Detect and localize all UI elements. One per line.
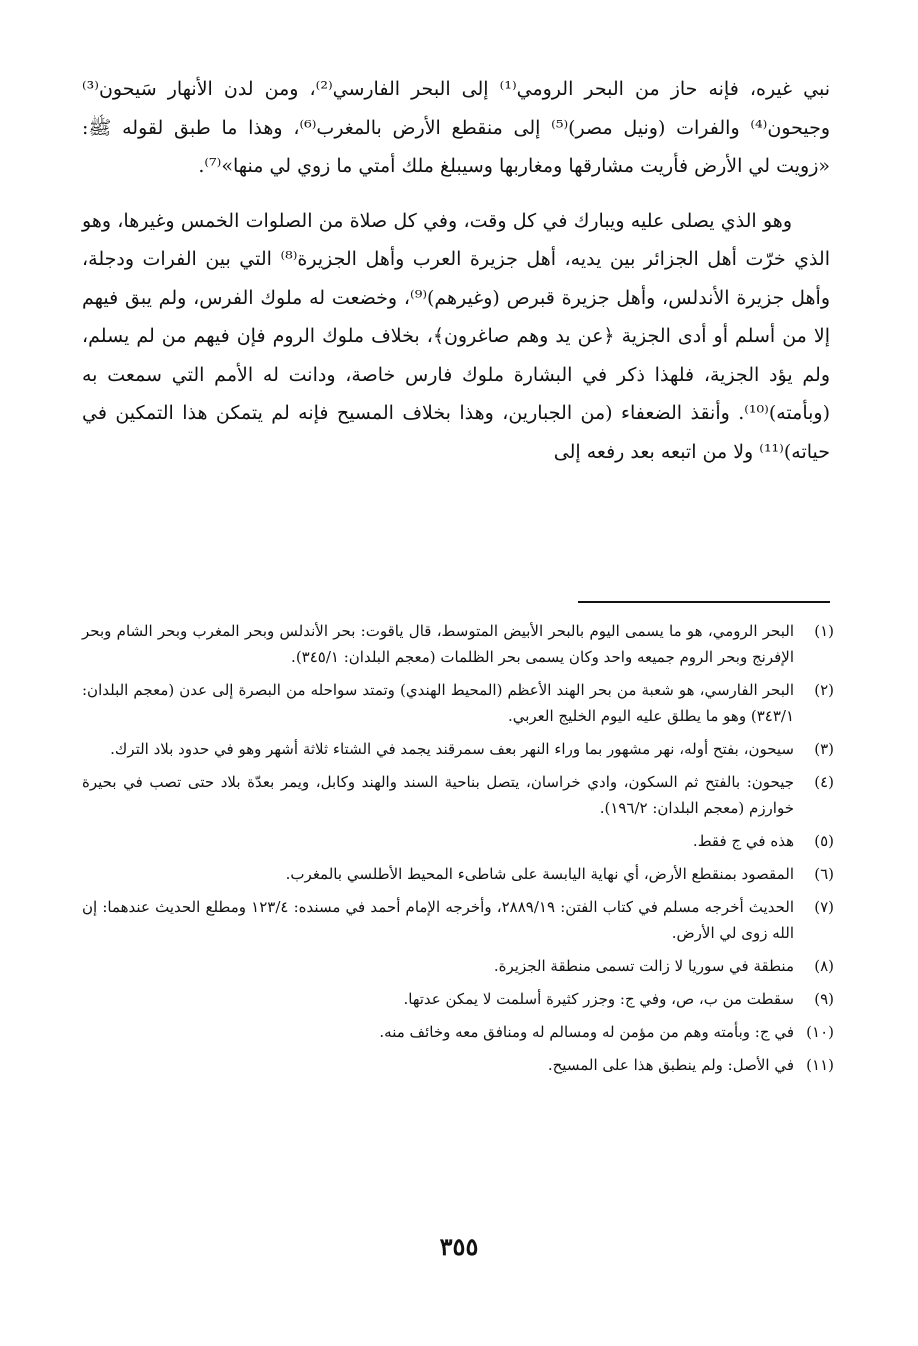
footnote-separator	[578, 601, 830, 603]
footnote-text: سيحون، بفتح أوله، نهر مشهور بما وراء النهر بعف سمرقند يجمد في الشتاء ثلاثة أشهر وهو في حدود بلاد الترك.	[110, 740, 794, 758]
footnote-4	[82, 769, 834, 821]
footnote-number: (٣)	[814, 740, 834, 758]
footnote-text: البحر الرومي، هو ما يسمى اليوم بالبحر الأبيض المتوسط، قال ياقوت: بحر الأندلس وبحر المغرب وبحر الشام وبحر الإفرنج وبحر الروم جميعه واحد وكان يسمى بحر الظلمات (معجم البلدان: ٣٤٥/١).	[82, 622, 794, 666]
paragraph-1: نبي غيره، فإنه حاز من البحر الرومي⁽¹⁾ إلى البحر الفارسي⁽²⁾، ومن لدن الأنهار سَيحون⁽³⁾ وجيحون⁽⁴⁾ والفرات (ونيل مصر)⁽⁵⁾ إلى منقطع الأرض بالمغرب⁽⁶⁾، وهذا ما طبق لقوله ﷺ: «زويت لي الأرض فأريت مشارقها ومغاربها وسيبلغ ملك أمتي ما زوي لي منها»⁽⁷⁾.	[82, 78, 831, 177]
footnote-number: (١٠)	[806, 1023, 834, 1041]
footnote-text: المقصود بمنقطع الأرض، أي نهاية اليابسة على شاطىء المحيط الأطلسي بالمغرب.	[285, 865, 794, 883]
footnote-8	[82, 953, 834, 979]
footnote-10	[82, 1019, 834, 1045]
footnote-text: هذه في ج فقط.	[692, 832, 794, 850]
footnote-5	[82, 828, 834, 854]
footnote-number: (٩)	[814, 990, 834, 1008]
footnote-number: (٥)	[814, 832, 834, 850]
footnote-text: في الأصل: ولم ينطبق هذا على المسيح.	[547, 1056, 794, 1074]
main-text	[82, 70, 830, 471]
footnote-7	[82, 894, 834, 946]
footnote-2	[82, 677, 834, 729]
footnote-number: (٢)	[814, 681, 834, 699]
paragraph-2: وهو الذي يصلى عليه ويبارك في كل وقت، وفي كل صلاة من الصلوات الخمس وغيرها، وهو الذي خرّت أهل الجزائر بين يديه، أهل جزيرة العرب وأهل الجزيرة⁽⁸⁾ التي بين الفرات ودجلة، وأهل جزيرة الأندلس، وأهل جزيرة قبرص (وغيرهم)⁽⁹⁾، وخضعت له ملوك الفرس، ولم يبق فيهم إلا من أسلم أو أدى الجزية ﴿عن يد وهم صاغرون﴾، بخلاف ملوك الروم فإن فيهم من لم يسلم، ولم يؤد الجزية، فلهذا ذكر في البشارة ملوك فارس خاصة، ودانت له الأمم التي سمعت به (وبأمته)⁽¹⁰⁾. وأنقذ الضعفاء (من الجبارين، وهذا بخلاف المسيح فإنه لم يتمكن هذا التمكين في حياته)⁽¹¹⁾ ولا من اتبعه بعد رفعه إلى	[82, 209, 830, 463]
footnote-3	[82, 736, 834, 762]
footnote-9	[82, 986, 834, 1012]
footnote-text: سقطت من ب، ص، وفي ج: وجزر كثيرة أسلمت لا يمكن عدتها.	[403, 990, 794, 1008]
footnote-text: منطقة في سوريا لا زالت تسمى منطقة الجزيرة.	[493, 957, 794, 975]
footnote-number: (١١)	[806, 1056, 834, 1074]
footnote-6	[82, 861, 834, 887]
footnote-number: (٤)	[814, 773, 834, 791]
footnote-text: الحديث أخرجه مسلم في كتاب الفتن: ٢٨٨٩/١٩، وأخرجه الإمام أحمد في مسنده: ١٢٣/٤ ومطلع الحديث عندهما: إن الله زوى لي الأرض.	[82, 898, 794, 942]
footnote-text: جيحون: بالفتح ثم السكون، وادي خراسان، يتصل بناحية السند والهند وكابل، ويمر بعدّة بلاد حتى تصب في بحيرة خوارزم (معجم البلدان: ١٩٦/٢).	[82, 773, 794, 817]
footnote-1	[82, 618, 834, 670]
footnote-number: (٨)	[814, 957, 834, 975]
footnote-text: في ج: وبأمته وهم من مؤمن له ومسالم له ومنافق معه وخائف منه.	[379, 1023, 794, 1041]
footnote-number: (٧)	[814, 898, 834, 916]
footnote-number: (١)	[814, 622, 834, 640]
footnote-11	[82, 1052, 834, 1078]
footnotes	[82, 618, 834, 1085]
footnote-number: (٦)	[814, 865, 834, 883]
footnote-text: البحر الفارسي، هو شعبة من بحر الهند الأعظم (المحيط الهندي) وتمتد سواحله من البصرة إلى عدن (معجم البلدان: ٣٤٣/١) وهو ما يطلق عليه اليوم الخليج العربي.	[82, 681, 794, 725]
page-number: ٣٥٥	[439, 1232, 479, 1261]
